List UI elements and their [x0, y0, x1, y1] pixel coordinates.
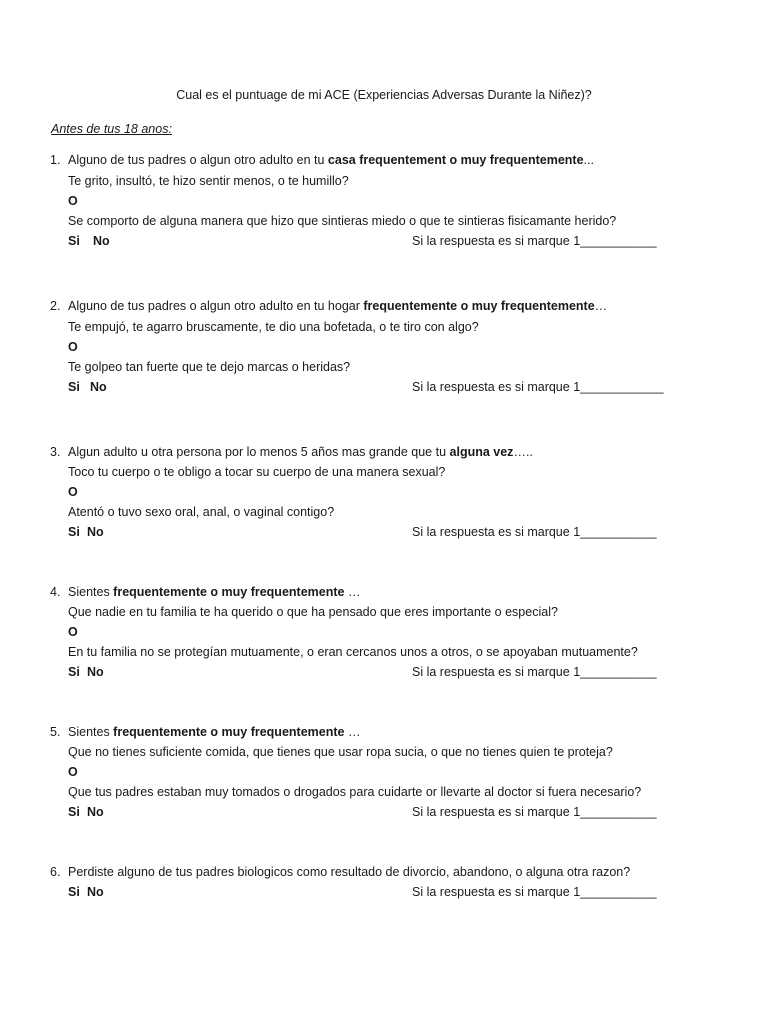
question-6-intro: 6. Perdiste alguno de tus padres biologicos como resultado de divorcio, abandono, o alguna otra razon?	[50, 865, 631, 879]
answer-no[interactable]: No	[93, 234, 110, 248]
question-3-or: O	[68, 485, 78, 499]
question-number: 5.	[50, 725, 61, 739]
answer-si[interactable]: Si	[68, 380, 80, 394]
question-1-line-a: Te grito, insultó, te hizo sentir menos, o te humillo?	[68, 174, 349, 188]
section-subtitle: Antes de tus 18 anos:	[51, 122, 172, 136]
score-mark-field[interactable]: Si la respuesta es si marque 1___________	[412, 234, 657, 248]
answer-si[interactable]: Si	[68, 525, 80, 539]
question-number: 1.	[50, 153, 61, 167]
question-3-intro: 3. Algun adulto u otra persona por lo menos 5 años mas grande que tu alguna vez…..	[50, 445, 533, 459]
question-number: 2.	[50, 299, 61, 313]
question-5-intro: 5. Sientes frequentemente o muy frequentemente …	[50, 725, 361, 739]
question-5-line-a: Que no tienes suficiente comida, que tienes que usar ropa sucia, o que no tienes quien te proteja?	[68, 745, 613, 759]
question-1-line-b: Se comporto de alguna manera que hizo que sintieras miedo o que te sintieras fisicamante herido?	[68, 214, 617, 228]
question-3-line-a: Toco tu cuerpo o te obligo a tocar su cuerpo de una manera sexual?	[68, 465, 446, 479]
question-number: 4.	[50, 585, 61, 599]
score-mark-field[interactable]: Si la respuesta es si marque 1___________	[412, 525, 657, 539]
question-number: 3.	[50, 445, 61, 459]
answer-no[interactable]: No	[87, 885, 104, 899]
answer-no[interactable]: No	[87, 525, 104, 539]
question-2-or: O	[68, 340, 78, 354]
answer-si[interactable]: Si	[68, 885, 80, 899]
answer-no[interactable]: No	[87, 665, 104, 679]
answer-si[interactable]: Si	[68, 234, 80, 248]
score-mark-field[interactable]: Si la respuesta es si marque 1___________	[412, 805, 657, 819]
answer-si[interactable]: Si	[68, 805, 80, 819]
question-4-intro: 4. Sientes frequentemente o muy frequentemente …	[50, 585, 361, 599]
score-mark-field[interactable]: Si la respuesta es si marque 1____________	[412, 380, 664, 394]
question-5-or: O	[68, 765, 78, 779]
question-5-line-b: Que tus padres estaban muy tomados o drogados para cuidarte or llevarte al doctor si fuera necesario?	[68, 785, 642, 799]
answer-no[interactable]: No	[90, 380, 107, 394]
question-number: 6.	[50, 865, 61, 879]
answer-no[interactable]: No	[87, 805, 104, 819]
page-title: Cual es el puntuage de mi ACE (Experiencias Adversas Durante la Niñez)?	[176, 88, 592, 102]
answer-si[interactable]: Si	[68, 665, 80, 679]
question-2-line-a: Te empujó, te agarro bruscamente, te dio una bofetada, o te tiro con algo?	[68, 320, 479, 334]
question-4-line-b: En tu familia no se protegían mutuamente, o eran cercanos unos a otros, o se apoyaban mutuamente?	[68, 645, 638, 659]
score-mark-field[interactable]: Si la respuesta es si marque 1___________	[412, 665, 657, 679]
question-2-intro: 2. Alguno de tus padres o algun otro adulto en tu hogar frequentemente o muy frequentemente…	[50, 299, 608, 313]
question-4-or: O	[68, 625, 78, 639]
question-2-line-b: Te golpeo tan fuerte que te dejo marcas o heridas?	[68, 360, 351, 374]
score-mark-field[interactable]: Si la respuesta es si marque 1___________	[412, 885, 657, 899]
question-1-or: O	[68, 194, 78, 208]
question-4-line-a: Que nadie en tu familia te ha querido o que ha pensado que eres importante o especial?	[68, 605, 558, 619]
question-3-line-b: Atentó o tuvo sexo oral, anal, o vaginal contigo?	[68, 505, 335, 519]
question-1-intro: 1. Alguno de tus padres o algun otro adulto en tu casa frequentement o muy frequentemente...	[50, 153, 594, 167]
